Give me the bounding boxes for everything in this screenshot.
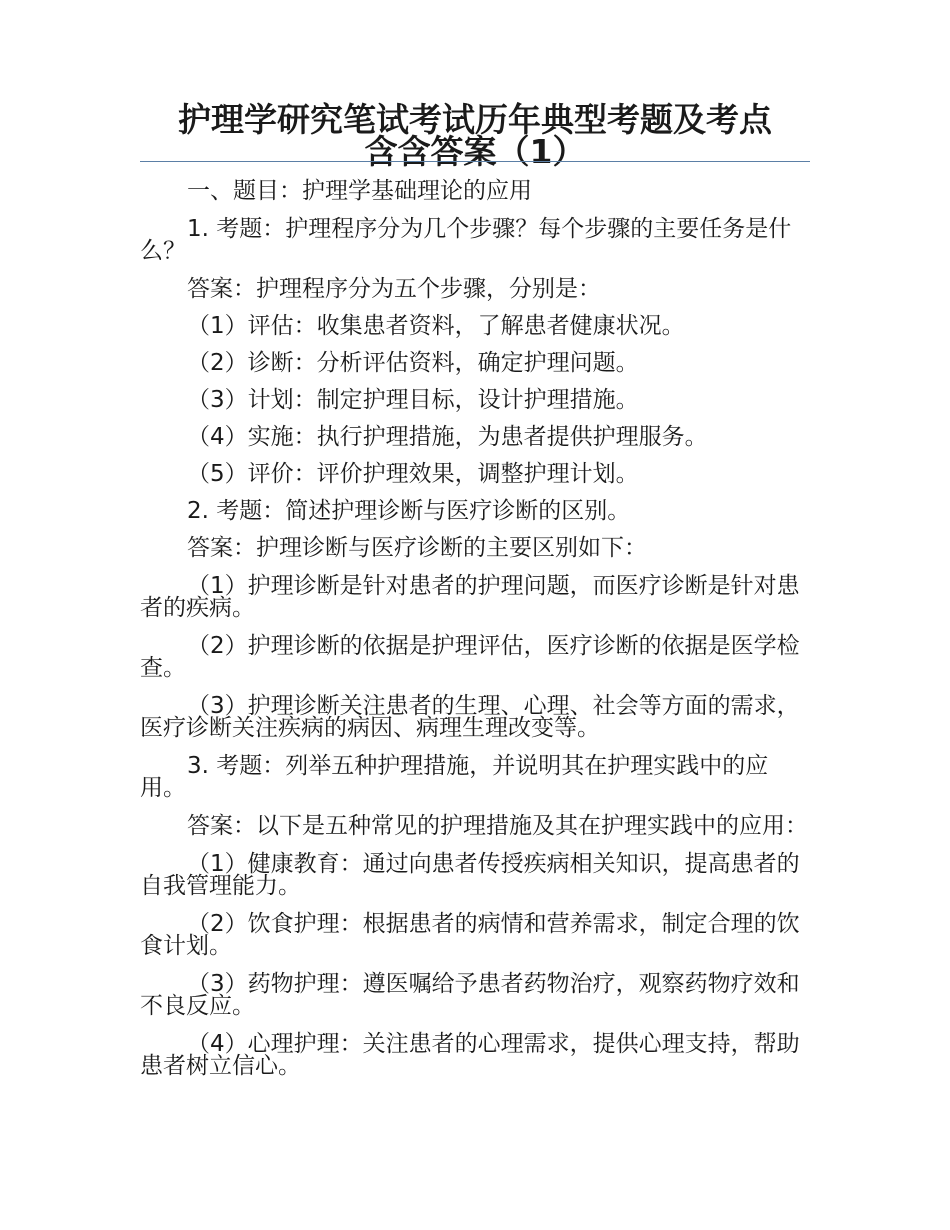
answer-1-item: （4）实施：执行护理措施，为患者提供护理服务。 — [187, 424, 708, 450]
answer-3-item: （3）药物护理：遵医嘱给予患者药物治疗，观察药物疗效和不良反应。 — [140, 971, 800, 1019]
answer-1-item: （3）计划：制定护理目标，设计护理措施。 — [187, 387, 639, 413]
question-3: 3. 考题：列举五种护理措施，并说明其在护理实践中的应用。 — [140, 753, 769, 801]
document-body — [140, 180, 812, 1093]
document-title — [140, 100, 810, 171]
document-title-line-2: 含含答案（1） — [364, 132, 586, 171]
question-2: 2. 考题：简述护理诊断与医疗诊断的区别。 — [187, 498, 631, 524]
answer-2-item: （3）护理诊断关注患者的生理、心理、社会等方面的需求，医疗诊断关注疾病的病因、病理生理改变等。 — [140, 693, 800, 741]
answer-2-item: （1）护理诊断是针对患者的护理问题，而医疗诊断是针对患者的疾病。 — [140, 573, 800, 621]
answer-3-item: （4）心理护理：关注患者的心理需求，提供心理支持，帮助患者树立信心。 — [140, 1031, 800, 1079]
answer-2-item: （2）护理诊断的依据是护理评估，医疗诊断的依据是医学检查。 — [140, 633, 800, 681]
answer-1-item: （2）诊断：分析评估资料，确定护理问题。 — [187, 350, 639, 376]
title-divider — [140, 161, 810, 162]
answer-3-item: （1）健康教育：通过向患者传授疾病相关知识，提高患者的自我管理能力。 — [140, 851, 800, 899]
answer-1-item: （1）评估：收集患者资料，了解患者健康状况。 — [187, 313, 685, 339]
answer-3-intro: 答案：以下是五种常见的护理措施及其在护理实践中的应用： — [187, 813, 808, 839]
answer-2-intro: 答案：护理诊断与医疗诊断的主要区别如下： — [187, 535, 647, 561]
answer-1-item: （5）评价：评价护理效果，调整护理计划。 — [187, 461, 639, 487]
question-1: 1. 考题：护理程序分为几个步骤？每个步骤的主要任务是什么？ — [140, 216, 792, 264]
answer-3-item: （2）饮食护理：根据患者的病情和营养需求，制定合理的饮食计划。 — [140, 911, 800, 959]
document-title-line-1: 护理学研究笔试考试历年典型考题及考点 — [178, 100, 772, 139]
answer-1-intro: 答案：护理程序分为五个步骤，分别是： — [187, 276, 601, 302]
section-heading: 一、题目：护理学基础理论的应用 — [187, 178, 532, 204]
